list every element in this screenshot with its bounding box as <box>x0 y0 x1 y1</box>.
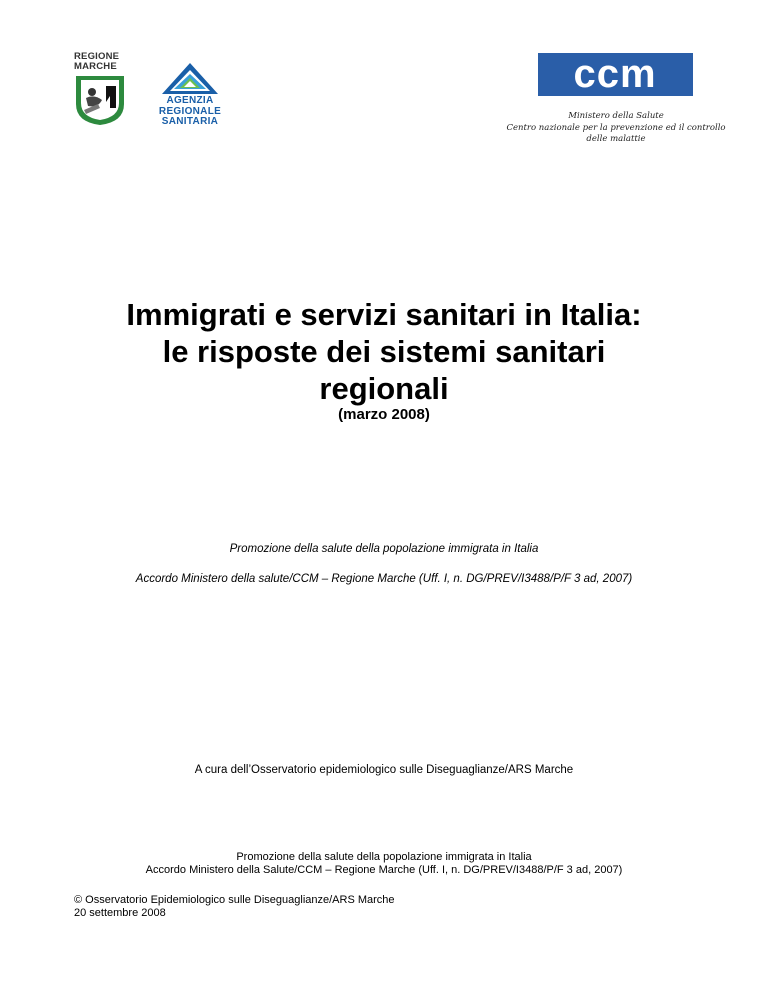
footer-agreement: Accordo Ministero della Salute/CCM – Regione Marche (Uff. I, n. DG/PREV/I3488/P/F 3 ad, 2007) <box>145 864 623 876</box>
curator-line: A cura dell’Osservatorio epidemiologico sulle Diseguaglianze/ARS Marche <box>194 764 574 776</box>
ministero-line1: Ministero della Salute <box>568 111 664 121</box>
ars-logo-line2: REGIONALE <box>158 105 222 117</box>
ars-triangle-icon <box>160 62 220 96</box>
title-line2: le risposte dei sistemi sanitari <box>162 334 606 369</box>
footer-project <box>0 851 768 877</box>
ars-logo-line1: AGENZIA <box>166 95 214 106</box>
regione-logo-line2: MARCHE <box>74 61 117 72</box>
ministero-caption <box>478 111 754 146</box>
regione-marche-logo <box>74 52 128 126</box>
footer-copyright <box>74 894 574 920</box>
title-line1: Immigrati e servizi sanitari in Italia: <box>126 297 642 332</box>
document-title <box>40 296 728 407</box>
ars-logo-line3: SANITARIA <box>161 116 219 127</box>
document-date: (marzo 2008) <box>338 406 430 423</box>
project-agreement: Accordo Ministero della salute/CCM – Regione Marche (Uff. I, n. DG/PREV/I3488/P/F 3 ad, 2007) <box>135 573 633 585</box>
title-line3: regionali <box>319 371 449 406</box>
ministero-line3: delle malattie <box>586 134 646 144</box>
ccm-logo-text: ccm <box>573 53 657 96</box>
ministero-line2: Centro nazionale per la prevenzione ed il controllo <box>506 122 726 133</box>
footer-date: 20 settembre 2008 <box>74 907 166 919</box>
regione-logo-line1: REGIONE <box>74 51 120 62</box>
ccm-logo <box>538 53 693 96</box>
footer-project-name: Promozione della salute della popolazione immigrata in Italia <box>236 851 532 863</box>
regione-marche-shield-icon <box>74 74 126 126</box>
project-name: Promozione della salute della popolazione immigrata in Italia <box>229 543 539 555</box>
copyright-line: © Osservatorio Epidemiologico sulle Diseguaglianze/ARS Marche <box>74 894 395 906</box>
ars-logo <box>150 62 232 134</box>
